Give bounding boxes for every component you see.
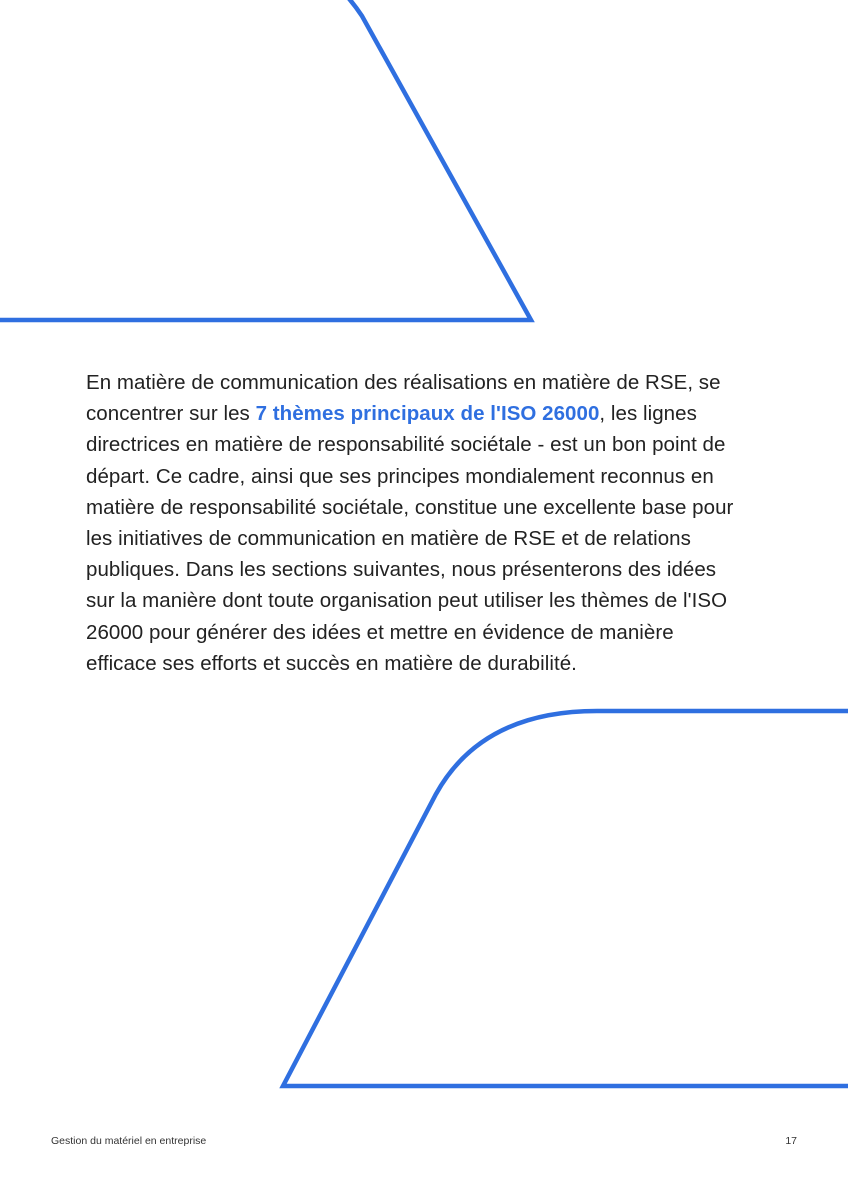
iso-26000-themes-link[interactable]: 7 thèmes principaux de l'ISO 26000 (255, 402, 600, 426)
paragraph-line: efficace ses efforts et succès en matière de durabilité. (86, 651, 577, 675)
paragraph-line: sur la manière dont toute organisation peut utiliser les thèmes de l'ISO (86, 589, 728, 613)
footer-document-title: Gestion du matériel en entreprise (51, 1135, 207, 1147)
footer-page-number: 17 (785, 1135, 797, 1147)
top-trapezoid-outline (0, 0, 531, 320)
paragraph-line: 26000 pour générer des idées et mettre en évidence de manière (86, 620, 674, 644)
paragraph-line: directrices en matière de responsabilité sociétale - est un bon point de (86, 433, 726, 457)
paragraph-line: publiques. Dans les sections suivantes, nous présenterons des idées (86, 558, 717, 582)
paragraph-line: départ. Ce cadre, ainsi que ses principes mondialement reconnus en (86, 464, 714, 488)
paragraph-line: matière de responsabilité sociétale, constitue une excellente base pour (86, 495, 734, 519)
line-text: , les lignes (599, 402, 697, 426)
paragraph-line: les initiatives de communication en matière de RSE et de relations (86, 527, 691, 551)
bottom-rounded-trapezoid-outline (283, 711, 848, 1086)
paragraph-line (86, 398, 806, 429)
body-paragraph (86, 367, 806, 679)
line-text: concentrer sur les (86, 402, 256, 426)
paragraph-line: En matière de communication des réalisations en matière de RSE, se (86, 371, 721, 394)
